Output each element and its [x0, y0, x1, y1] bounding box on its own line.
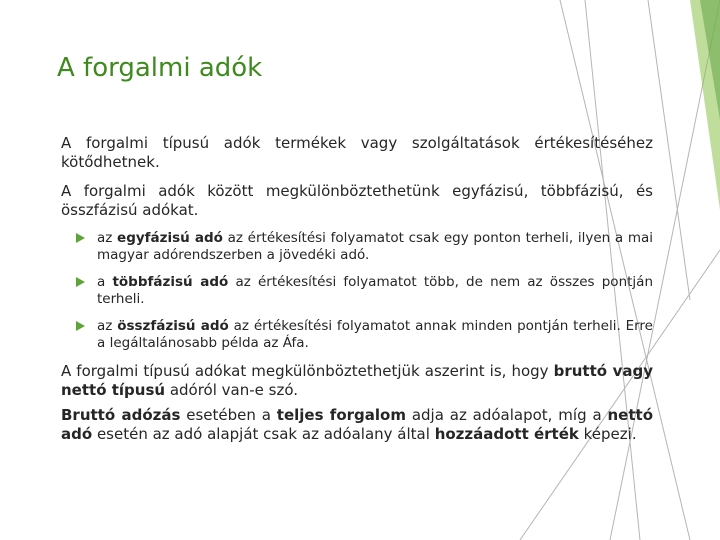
bullet-item-egyfazisu	[97, 230, 653, 264]
para4-text: adja az adóalapot, míg a	[405, 406, 608, 424]
bullet-text-after: az értékesítési folyamatot több, de nem az összes pontján terheli.	[97, 274, 653, 307]
bullet-text-after: az értékesítési folyamatot annak minden pontján terheli. Erre a legáltalánosabb példa az Áfa.	[97, 318, 653, 351]
arrow-bullet-icon	[76, 233, 85, 243]
para4-text: esetében a	[180, 406, 277, 424]
bullet-text-after: az értékesítési folyamatot csak egy ponton terheli, ilyen a mai magyar adórendszerben a jövedéki adó.	[97, 230, 653, 263]
bullet-list	[61, 230, 653, 352]
para4-text-end: képezi.	[578, 425, 637, 443]
paragraph-definition	[61, 406, 653, 444]
para3-text-end: adóról van-e szó.	[165, 381, 299, 399]
paragraph-types: A forgalmi adók között megkülönböztethetünk egyfázisú, többfázisú, és összfázisú adókat.	[61, 182, 653, 219]
para4-text: esetén az adó alapját csak az adóalany által	[92, 425, 435, 443]
para3-bold: bruttó vagy nettó típusú	[61, 362, 653, 399]
paragraph-intro: A forgalmi típusú adók termékek vagy szolgáltatások értékesítéséhez kötődhetnek.	[61, 134, 653, 171]
para4-bold-hozzaadott: hozzáadott érték	[434, 425, 579, 443]
arrow-bullet-icon	[76, 277, 85, 287]
para4-bold-netto: nettó adó	[61, 406, 653, 443]
bullet-bold-term: többfázisú adó	[112, 274, 229, 290]
bullet-item-osszfazisu	[97, 318, 653, 352]
bullet-bold-term: egyfázisú adó	[117, 230, 223, 246]
slide-content	[61, 134, 653, 454]
bullet-text-before: a	[97, 274, 113, 290]
para3-text: A forgalmi típusú adókat megkülönböztethetjük aszerint is, hogy	[61, 362, 554, 380]
bullet-text-before: az	[97, 230, 118, 246]
paragraph-brutto-netto	[61, 362, 653, 400]
para4-bold-forgalom: teljes forgalom	[276, 406, 406, 424]
bullet-bold-term: összfázisú adó	[117, 318, 229, 334]
arrow-bullet-icon	[76, 321, 85, 331]
bullet-item-tobbfazisu	[97, 274, 653, 308]
bullet-text-before: az	[97, 318, 118, 334]
slide-title: A forgalmi adók	[57, 53, 263, 83]
para4-bold-brutto: Bruttó adózás	[61, 406, 181, 424]
